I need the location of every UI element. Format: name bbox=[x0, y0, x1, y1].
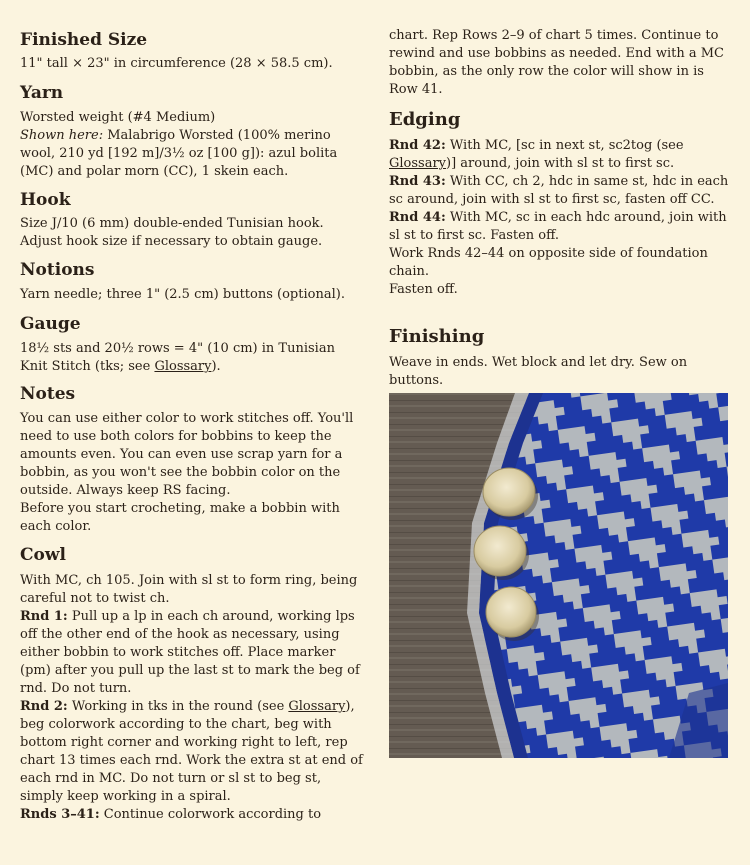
finishing-text: Weave in ends. Wet block and let dry. Sew on buttons. bbox=[389, 355, 688, 388]
finished-size-heading: Finished Size bbox=[20, 30, 148, 50]
edging-work-text: Work Rnds 42–44 on opposite side of foundation chain. bbox=[389, 246, 708, 279]
rnd-44-text: With MC, sc in each hdc around, join with sl st to first sc. Fasten off. bbox=[389, 210, 727, 243]
continuation-section bbox=[389, 27, 734, 99]
finishing-section bbox=[389, 326, 734, 390]
notes-para-2: Before you start crocheting, make a bobbin with each color. bbox=[20, 501, 340, 534]
cowl-rnd-2 bbox=[20, 698, 365, 806]
gauge-heading: Gauge bbox=[20, 314, 81, 334]
finished-size-section bbox=[20, 29, 365, 73]
notes-para-1: You can use either color to work stitches off. You'll need to use both colors for bobbins to keep the amounts even. You can even use scrap yarn for a bobbin, as you won't see the bobbin color on the outside. Always keep RS facing. bbox=[20, 411, 354, 498]
gauge-text bbox=[20, 340, 365, 376]
hook-text: Size J/10 (6 mm) double-ended Tunisian hook. Adjust hook size if necessary to obtain gauge. bbox=[20, 216, 324, 249]
hook-section bbox=[20, 189, 365, 251]
rnd-2-text-a: Working in tks in the round (see bbox=[67, 699, 289, 714]
glossary-link-rnd-42[interactable]: Glossary bbox=[389, 156, 447, 171]
rnd-1-label: Rnd 1: bbox=[20, 609, 68, 624]
yarn-shown-text bbox=[20, 127, 365, 181]
cowl-section bbox=[20, 544, 365, 824]
glossary-link-gauge[interactable]: Glossary bbox=[154, 359, 212, 374]
yarn-heading: Yarn bbox=[20, 83, 64, 103]
gauge-text-before: 18½ sts and 20½ rows = 4" (10 cm) in Tunisian Knit Stitch (tks; see bbox=[20, 341, 335, 374]
yarn-section bbox=[20, 82, 365, 181]
rnd-2-label: Rnd 2: bbox=[20, 699, 68, 714]
edging-rnd-43 bbox=[389, 173, 734, 209]
edging-heading: Edging bbox=[389, 109, 461, 130]
yarn-weight-text: Worsted weight (#4 Medium) bbox=[20, 110, 216, 125]
continuation-text: chart. Rep Rows 2–9 of chart 5 times. Continue to rewind and use bobbins as needed. End with a MC bobbin, as the only row the color will show in is Row 41. bbox=[389, 28, 724, 97]
cowl-heading: Cowl bbox=[20, 545, 66, 565]
cowl-rnds-3-41 bbox=[20, 806, 365, 824]
finished-size-text: 11" tall × 23" in circumference (28 × 58.5 cm). bbox=[20, 56, 333, 71]
rnds-3-41-label: Rnds 3–41: bbox=[20, 807, 100, 822]
notions-section bbox=[20, 259, 365, 304]
rnd-42-label: Rnd 42: bbox=[389, 138, 446, 153]
edging-rnd-44 bbox=[389, 209, 734, 245]
gauge-text-after: ). bbox=[211, 359, 221, 374]
rnd-42-text-b: )] around, join with sl st to first sc. bbox=[446, 156, 675, 171]
glossary-link-rnd-2[interactable]: Glossary bbox=[288, 699, 346, 714]
edging-fasten-off: Fasten off. bbox=[389, 282, 458, 297]
shown-here-label: Shown here: bbox=[20, 128, 104, 143]
cowl-rnd-1 bbox=[20, 608, 365, 698]
finishing-heading: Finishing bbox=[389, 326, 485, 347]
notions-text: Yarn needle; three 1" (2.5 cm) buttons (optional). bbox=[20, 287, 345, 302]
rnd-42-text-a: With MC, [sc in next st, sc2tog (see bbox=[445, 138, 684, 153]
cowl-photo-illustration bbox=[389, 393, 728, 758]
rnd-1-text: Pull up a lp in each ch around, working lps off the other end of the hook as necessary, using either bobbin to work stitches off. Place marker (pm) after you pull up the last st to mark the beg of rnd. Do not turn. bbox=[20, 609, 360, 696]
cowl-photo bbox=[389, 393, 728, 758]
notions-heading: Notions bbox=[20, 260, 95, 280]
rnd-43-text: With CC, ch 2, hdc in same st, hdc in each sc around, join with sl st to first sc, fasten off CC. bbox=[389, 174, 729, 207]
notes-section bbox=[20, 383, 365, 536]
edging-rnd-42 bbox=[389, 137, 734, 173]
gauge-section bbox=[20, 313, 365, 376]
edging-section bbox=[389, 109, 734, 299]
cowl-intro: With MC, ch 105. Join with sl st to form ring, being careful not to twist ch. bbox=[20, 573, 358, 606]
rnd-44-label: Rnd 44: bbox=[389, 210, 446, 225]
rnds-3-41-text: Continue colorwork according to bbox=[99, 807, 322, 822]
notes-heading: Notes bbox=[20, 384, 76, 404]
rnd-43-label: Rnd 43: bbox=[389, 174, 446, 189]
rnd-2-text-b: ), beg colorwork according to the chart, beg with bottom right corner and working right to left, rep chart 13 times each rnd. Work the extra st at end of each rnd in MC. Do not turn or sl st to beg st, simply keep working in a spiral. bbox=[20, 699, 363, 804]
hook-heading: Hook bbox=[20, 190, 71, 210]
shown-here-text: Malabrigo Worsted (100% merino wool, 210 yd [192 m]/3½ oz [100 g]): azul bolita (MC) and polar morn (CC), 1 skein each. bbox=[20, 128, 338, 179]
